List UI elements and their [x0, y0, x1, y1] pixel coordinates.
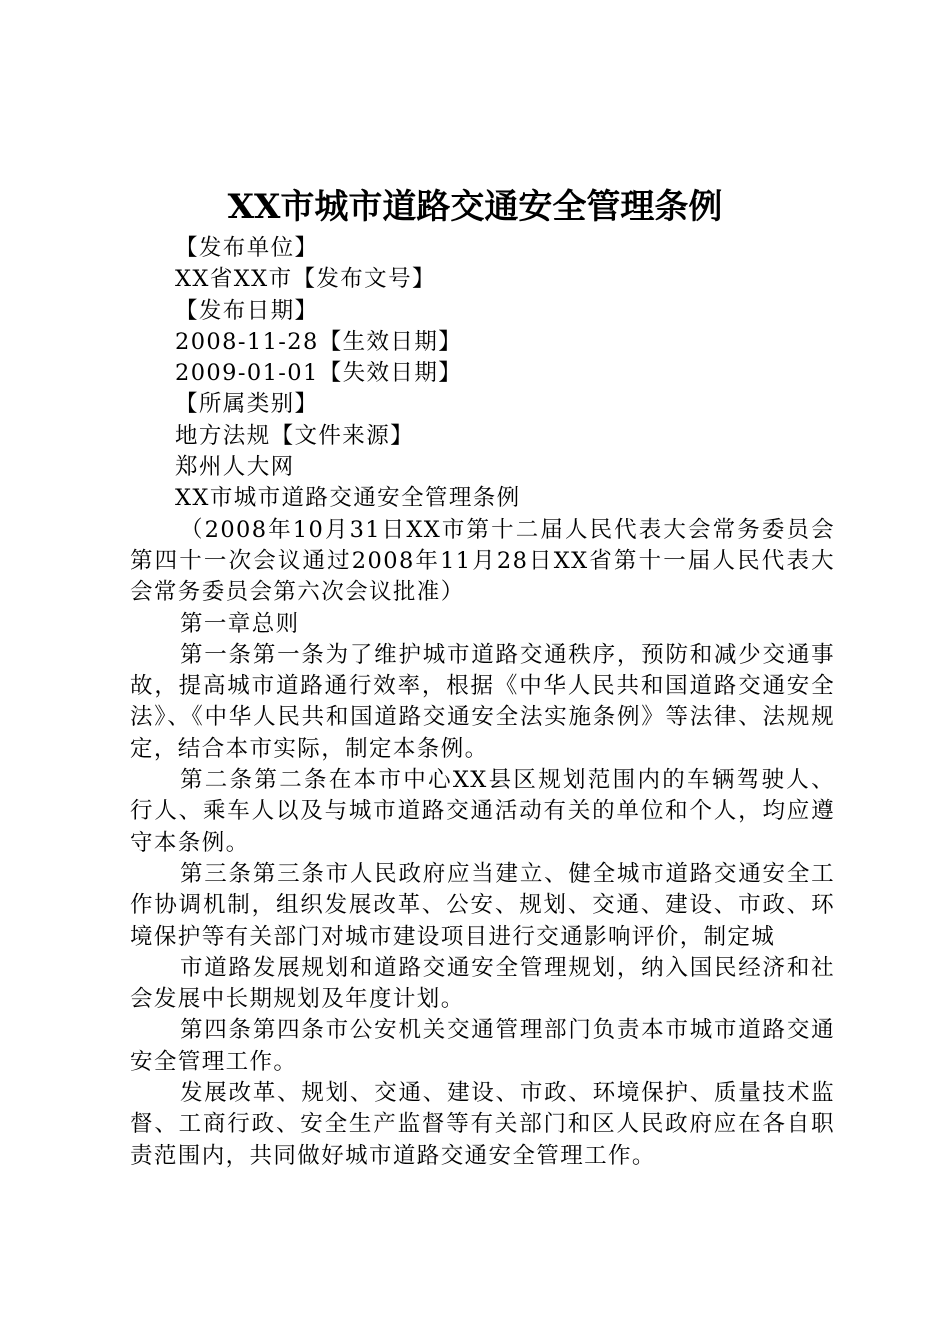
- paragraph-article-4: 第四条第四条市公安机关交通管理部门负责本市城市道路交通安全管理工作。: [130, 1017, 835, 1075]
- meta-doc-title: XX市城市道路交通安全管理条例: [175, 485, 521, 512]
- paragraph-article-3-continued: 市道路发展规划和道路交通安全管理规划，纳入国民经济和社会发展中长期规划及年度计划。: [130, 954, 835, 1013]
- paragraph-adoption-note: （2008年10月31日XX市第十二届人民代表大会常务委员会第四十一次会议通过2008年11月28日XX省第十一届人民代表大会常务委员会第六次会议批准）: [130, 516, 835, 606]
- meta-doc-number: XX省XX市【发布文号】: [175, 266, 436, 293]
- paragraph-article-1: 第一条第一条为了维护城市道路交通秩序，预防和减少交通事故，提高城市道路通行效率，根据《中华人民共和国道路交通安全法》、《中华人民共和国道路交通安全法实施条例》等法律、法规规定，结合本市实际，制定本条例。: [130, 641, 835, 762]
- chapter-heading: 第一章总则: [180, 610, 300, 637]
- paragraph-article-4-continued: 发展改革、规划、交通、建设、市政、环境保护、质量技术监督、工商行政、安全生产监督等有关部门和区人民政府应在各自职责范围内，共同做好城市道路交通安全管理工作。: [130, 1080, 835, 1169]
- meta-expiry-date: 2009-01-01【失效日期】: [175, 360, 463, 387]
- meta-source-label: 地方法规【文件来源】: [175, 422, 415, 449]
- document-body: [130, 233, 835, 1172]
- meta-publisher: 【发布单位】: [175, 235, 319, 261]
- paragraph-article-3: 第三条第三条市人民政府应当建立、健全城市道路交通安全工作协调机制，组织发展改革、公安、规划、交通、建设、市政、环境保护等有关部门对城市建设项目进行交通影响评价，制定城: [130, 860, 835, 950]
- meta-publish-date: 【发布日期】: [175, 297, 319, 324]
- document-title: XX市城市道路交通安全管理条例: [227, 187, 723, 227]
- paragraph-article-2: 第二条第二条在本市中心XX县区规划范围内的车辆驾驶人、行人、乘车人以及与城市道路交通活动有关的单位和个人，均应遵守本条例。: [130, 767, 835, 856]
- meta-category: 【所属类别】: [175, 391, 319, 418]
- meta-effective-date: 2008-11-28【生效日期】: [175, 328, 463, 355]
- meta-source: 郑州人大网: [175, 454, 295, 481]
